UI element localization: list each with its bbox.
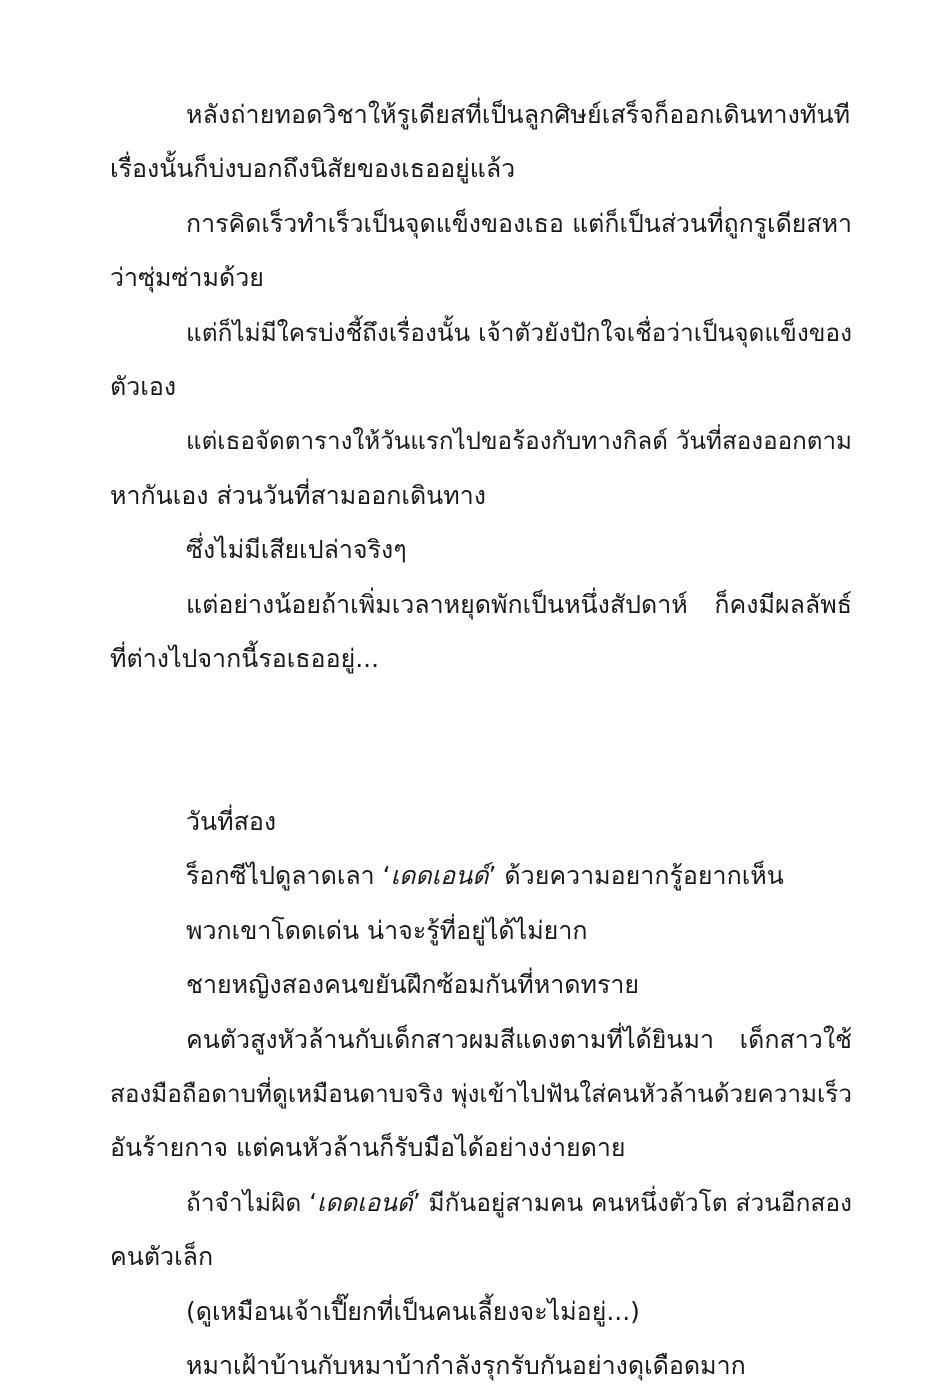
text-line: (ดูเหมือนเจ้าเปี๊ยกที่เป็นคนเลี้ยงจะไม่อยู่...) — [186, 1296, 640, 1326]
text-line: หลังถ่ายทอดวิชาให้รูเดียสที่เป็นลูกศิษย์เสร็จก็ออกเดินทางทันที — [186, 100, 851, 129]
section-break — [110, 686, 852, 795]
text-line: สองมือถือดาบที่ดูเหมือนดาบจริง พุ่งเข้าไปฟันใส่คนหัวล้านด้วยความเร็ว — [110, 1079, 852, 1109]
text-line: อันร้ายกาจ แต่คนหัวล้านก็รับมือได้อย่างง่ายดาย — [110, 1133, 626, 1163]
italic-term: เดดเอนด์ — [317, 1187, 413, 1217]
text-line: คนตัวเล็ก — [110, 1242, 214, 1272]
text-line: แต่เธอจัดตารางให้วันแรกไปขอร้องกับทางกิลด์ วันที่สองออกตาม — [186, 427, 852, 456]
italic-term: เดดเอนด์ — [390, 861, 489, 891]
text-line: เรื่องนั้นก็บ่งบอกถึงนิสัยของเธออยู่แล้ว — [110, 154, 516, 184]
section-heading: วันที่สอง — [186, 807, 277, 837]
text-line: แต่ก็ไม่มีใครบ่งชี้ถึงเรื่องนั้น เจ้าตัวยังปักใจเชื่อว่าเป็นจุดแข็งของ — [186, 317, 852, 347]
text-line: การคิดเร็วทำเร็วเป็นจุดแข็งของเธอ แต่ก็เป็นส่วนที่ถูกรูเดียสหา — [186, 208, 852, 238]
section-part-one — [110, 88, 852, 686]
text-line — [110, 1176, 852, 1230]
text-line: แต่อย่างน้อยถ้าเพิ่มเวลาหยุดพักเป็นหนึ่งสัปดาห์ ก็คงมีผลลัพธ์ — [186, 589, 852, 619]
text-line: ว่าซุ่มซ่ามด้วย — [110, 263, 264, 293]
section-part-two — [110, 795, 852, 1393]
text-segment: ถ้าจำไม่ผิด ‘ — [186, 1187, 317, 1217]
text-line: พวกเขาโดดเด่น น่าจะรู้ที่อยู่ได้ไม่ยาก — [186, 915, 588, 945]
document-page — [110, 88, 852, 1393]
text-line: ชายหญิงสองคนขยันฝึกซ้อมกันที่หาดทราย — [186, 970, 640, 1000]
text-segment: ’ ด้วยความอยากรู้อยากเห็น — [488, 861, 784, 891]
text-line — [110, 849, 852, 903]
text-segment: ’ มีกันอยู่สามคน คนหนึ่งตัวโต ส่วนอีกสอง — [412, 1187, 853, 1217]
text-line: ที่ต่างไปจากนี้รอเธออยู่... — [110, 643, 380, 673]
text-line: หมาเฝ้าบ้านกับหมาบ้ากำลังรุกรับกันอย่างดุเดือดมาก — [186, 1351, 746, 1380]
text-segment: ร็อกซีไปดูลาดเลา ‘ — [186, 861, 391, 891]
text-line: ตัวเอง — [110, 371, 177, 401]
text-line: คนตัวสูงหัวล้านกับเด็กสาวผมสีแดงตามที่ได้ยินมา เด็กสาวใช้ — [186, 1024, 852, 1054]
text-line: หากันเอง ส่วนวันที่สามออกเดินทาง — [110, 480, 486, 510]
text-line: ซึ่งไม่มีเสียเปล่าจริงๆ — [186, 535, 407, 565]
